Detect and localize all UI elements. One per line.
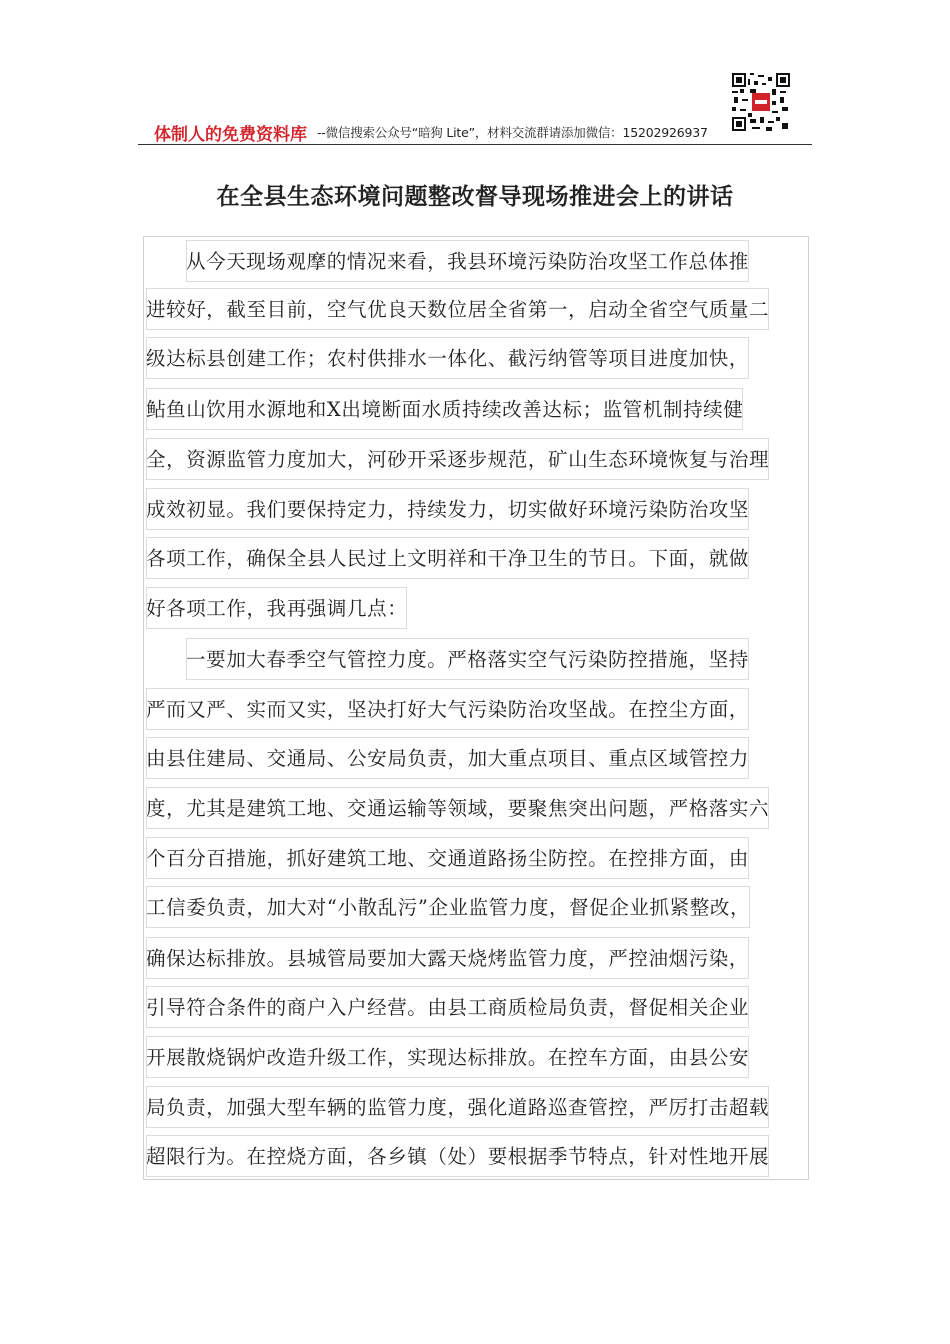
body-line: 级达标县创建工作；农村供排水一体化、截污纳管等项目进度加快， xyxy=(146,341,749,377)
brand-name[interactable]: 体制人的免费资料库 xyxy=(154,125,307,145)
brand-tagline: --微信搜索公众号“暗狗 Lite”，材料交流群请添加微信：15202926937 xyxy=(317,125,708,140)
body-line: 由县住建局、交通局、公安局负责，加大重点项目、重点区域管控力 xyxy=(146,741,749,777)
page-header xyxy=(138,68,810,146)
body-line: 引导符合条件的商户入户经营。由县工商质检局负责，督促相关企业 xyxy=(146,990,749,1026)
body-line: 成效初显。我们要保持定力，持续发力，切实做好环境污染防治攻坚 xyxy=(146,492,749,528)
body-line: 一要加大春季空气管控力度。严格落实空气污染防控措施，坚持 xyxy=(186,642,749,678)
body-line: 鲇鱼山饮用水源地和X出境断面水质持续改善达标；监管机制持续健 xyxy=(146,392,743,428)
body-line: 开展散烧锅炉改造升级工作，实现达标排放。在控车方面，由县公安 xyxy=(146,1040,749,1076)
header-divider xyxy=(138,144,812,145)
body-line: 超限行为。在控烧方面，各乡镇（处）要根据季节特点，针对性地开展 xyxy=(146,1139,769,1175)
body-line: 工信委负责，加大对“小散乱污”企业监管力度，督促企业抓紧整改， xyxy=(146,890,750,926)
body-line: 局负责，加强大型车辆的监管力度，强化道路巡查管控，严厉打击超载 xyxy=(146,1090,769,1126)
document-title: 在全县生态环境问题整改督导现场推进会上的讲话 xyxy=(216,184,734,210)
body-line: 个百分百措施，抓好建筑工地、交通道路扬尘防控。在控排方面，由 xyxy=(146,841,749,877)
body-line: 严而又严、实而又实，坚决打好大气污染防治攻坚战。在控尘方面， xyxy=(146,692,749,728)
body-line: 进较好，截至目前，空气优良天数位居全省第一，启动全省空气质量二 xyxy=(146,292,769,328)
body-line: 全，资源监管力度加大，河砂开采逐步规范，矿山生态环境恢复与治理 xyxy=(146,442,769,478)
body-line: 好各项工作，我再强调几点： xyxy=(146,591,407,627)
body-line: 度，尤其是建筑工地、交通运输等领域，要聚焦突出问题，严格落实六 xyxy=(146,791,769,827)
body-line: 从今天现场观摩的情况来看，我县环境污染防治攻坚工作总体推 xyxy=(186,244,749,280)
body-line: 确保达标排放。县城管局要加大露天烧烤监管力度，严控油烟污染， xyxy=(146,941,749,977)
body-line: 各项工作，确保全县人民过上文明祥和干净卫生的节日。下面，就做 xyxy=(146,541,749,577)
qr-code-icon xyxy=(732,72,790,132)
